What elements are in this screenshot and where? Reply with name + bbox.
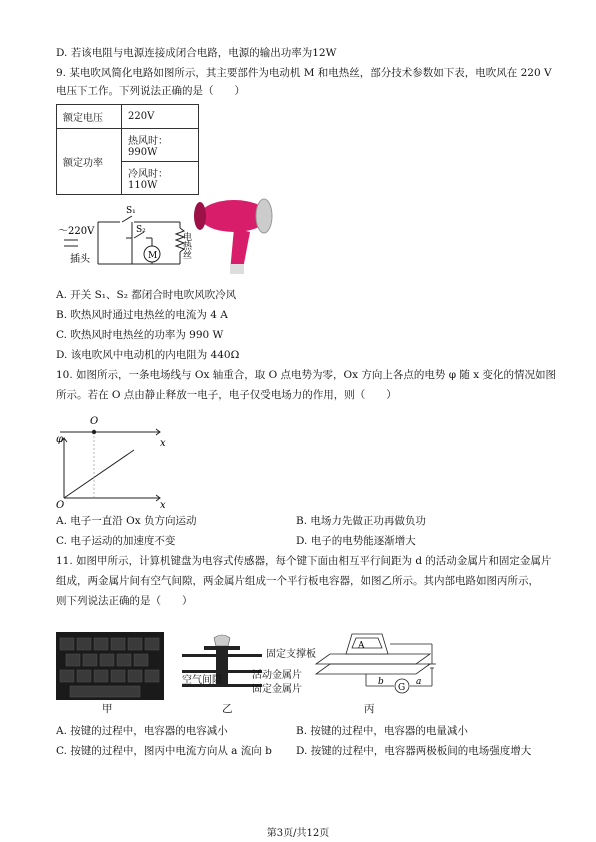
rated-voltage-label: 额定电压	[57, 105, 122, 129]
q10-stem-line2: 所示。若在 O 点由静止释放一电子，电子仅受电场力的作用，则（ ）	[56, 389, 397, 401]
key-a-label: A	[358, 641, 365, 651]
q9-option-b: B. 吹热风时通过电热丝的电流为 4 A	[56, 309, 228, 321]
keyboard-photo	[56, 632, 164, 700]
rated-power-label: 额定功率	[57, 129, 122, 195]
axis-x-top: x	[160, 438, 166, 449]
label-yi: 乙	[222, 703, 233, 715]
q11-option-b: B. 按键的过程中，电容器的电量减小	[296, 725, 468, 737]
switch-s1-label: S₁	[126, 206, 136, 216]
q11-stem-line3: 则下列说法正确的是（ ）	[56, 595, 193, 607]
voltage-label: ～220V	[58, 226, 95, 237]
q11-stem-line1: 11. 如图甲所示，计算机键盘为电容式传感器，每个键下面由相互平行间距为 d 的活动金属片和固定金属片	[56, 555, 552, 567]
q10-stem-line1: 10. 如图所示，一条电场线与 Ox 轴重合，取 O 点电势为零，Ox 方向上各点的电势 φ 随 x 变化的情况如图	[56, 369, 557, 381]
spec-table	[56, 104, 199, 195]
cold-wind-power: 冷风时：110W	[122, 162, 199, 195]
q11-stem-line2: 组成，两金属片间有空气间隙，两金属片组成一个平行板电容器，如图乙所示。其内部电路如图丙所示，	[56, 575, 539, 587]
label-jia: 甲	[102, 703, 113, 715]
axis-x-bottom: x	[160, 500, 166, 510]
rated-voltage-value: 220V	[122, 105, 199, 129]
point-b-label: b	[378, 677, 384, 687]
hairdryer-circuit	[56, 202, 196, 274]
point-o-top: O	[90, 416, 99, 427]
switch-s2-label: S₂	[136, 225, 146, 235]
q10-option-b: B. 电场力先做正功再做负功	[296, 515, 426, 527]
q10-option-c: C. 电子运动的加速度不变	[56, 535, 176, 547]
q9-option-a: A. 开关 S₁、S₂ 都闭合时电吹风吹冷风	[56, 289, 237, 301]
internal-circuit	[306, 628, 448, 702]
label-air-gap: 空气间隙	[182, 675, 222, 686]
axis-phi: φ	[56, 434, 64, 445]
q9-stem-line2: 电压下工作。下列说法正确的是（ ）	[56, 85, 245, 97]
origin-o: O	[56, 500, 65, 510]
plug-label: 插头	[70, 254, 90, 265]
motor-label: M	[148, 251, 158, 261]
q10-option-d: D. 电子的电势能逐渐增大	[296, 535, 416, 547]
page-footer: 第3页/共12页	[266, 828, 330, 839]
option-d-previous: D. 若该电阻与电源连接成闭合电路，电源的输出功率为12W	[56, 47, 337, 59]
q10-figure	[56, 408, 172, 510]
label-moving-plate: 活动金属片	[252, 670, 302, 681]
q11-option-c: C. 按键的过程中，图丙中电流方向从 a 流向 b	[56, 745, 272, 757]
label-support-plate: 固定支撑板	[266, 649, 316, 660]
q9-stem-line1: 9. 某电吹风简化电路如图所示，其主要部件为电动机 M 和电热丝，部分技术参数如下表，电吹风在 220 V	[56, 67, 552, 79]
hot-wind-power: 热风时：990W	[122, 129, 199, 162]
q9-option-d: D. 该电吹风中电动机的内电阻为 440Ω	[56, 349, 240, 361]
label-bing: 丙	[364, 703, 375, 715]
point-a-label: a	[416, 677, 422, 687]
q10-option-a: A. 电子一直沿 Ox 负方向运动	[56, 515, 197, 527]
galvanometer-label: G	[398, 683, 406, 693]
q9-option-c: C. 吹热风时电热丝的功率为 990 W	[56, 329, 224, 341]
q11-option-a: A. 按键的过程中，电容器的电容减小	[56, 725, 228, 737]
heater-label: 电热丝	[181, 232, 191, 259]
label-fixed-plate: 固定金属片	[252, 684, 302, 695]
q11-option-d: D. 按键的过程中，电容器两极板间的电场强度增大	[296, 745, 532, 757]
hairdryer-photo	[190, 194, 274, 280]
